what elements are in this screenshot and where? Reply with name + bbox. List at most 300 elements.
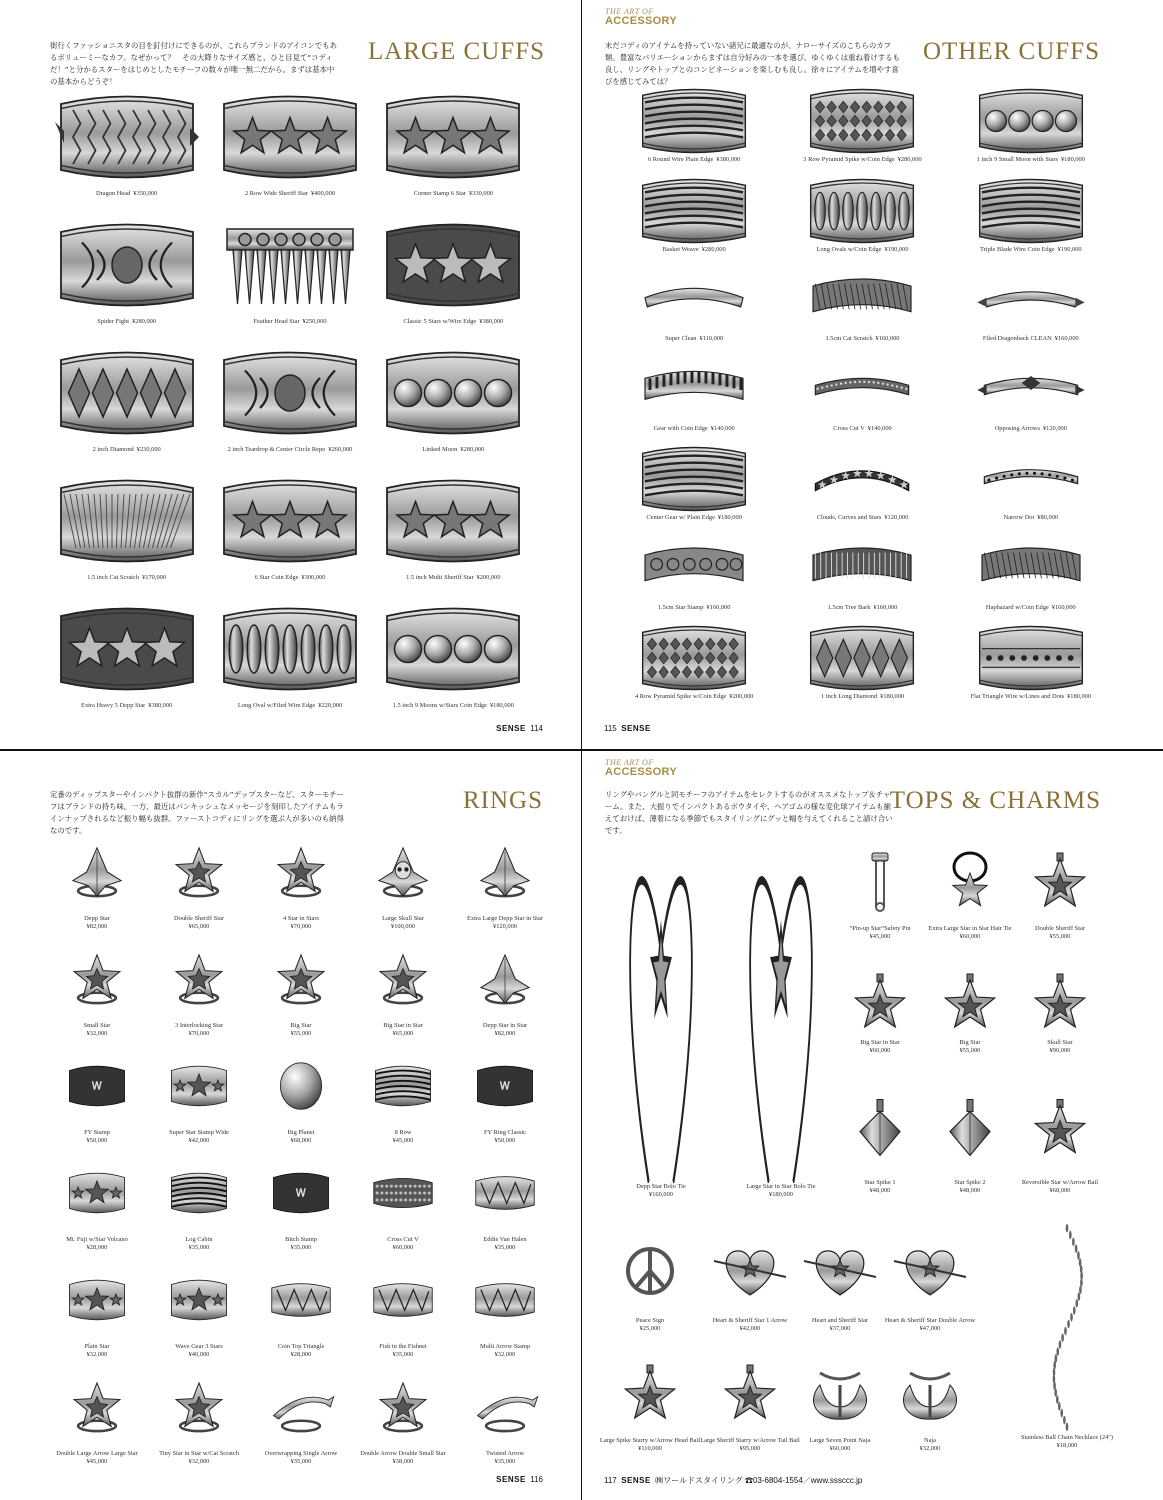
product-price: ¥160,000 [1054,335,1079,342]
product-name: Bitch Stamp [285,1236,317,1243]
hair-tie-star-icon [920,837,1020,925]
product-name: Eddie Van Halen [483,1236,527,1243]
product-item [148,829,250,936]
product-name: Super Clean [665,335,697,342]
footer-brand: SENSE [496,1475,526,1484]
product-name: 1.5 inch Cat Scratch [87,574,140,581]
product-caption [278,1343,325,1359]
product-item [610,176,778,266]
product-price: ¥280,000 [460,446,485,453]
product-caption [245,190,335,198]
product-name: 1 inch 9 Small Moon with Stars [976,156,1058,163]
bangle-scratch-icon [787,265,937,335]
product-item [947,444,1115,534]
product-item [250,1257,352,1364]
product-price: ¥37,000 [829,1325,851,1332]
cuff-star-dark-icon [378,212,528,318]
product-item [454,829,556,936]
safety-pin-icon [830,837,930,925]
product-caption [636,1317,664,1333]
section-title: OTHER CUFFS [922,38,1100,65]
product-caption [387,1236,419,1252]
product-price: ¥180,000 [1067,693,1092,700]
product-caption [920,1437,941,1453]
product-item [720,835,842,1199]
product-item [610,86,778,176]
product-item [947,86,1115,176]
product-caption [185,1236,212,1252]
product-price: ¥330,000 [469,190,493,197]
product-name: Center Gear w/ Plain Edge [646,514,715,521]
product-caption [169,1129,229,1145]
product-price: ¥180,000 [769,1191,793,1198]
product-price: ¥32,000 [86,1351,108,1358]
product-price: ¥60,000 [392,1244,414,1251]
cuff-feather-icon [215,212,365,318]
product-item [148,1364,250,1471]
product-name: Skull Star [1047,1039,1073,1046]
product-item [778,176,946,266]
intro-text: 未だコディのアイテムを持っていない諸兄に最適なのが、ナローサイズのこちらのカフ類。豊富なバリエーションからまずは自分好みの一本を選び、ゆくゆくは重ね着けするも良し、リングやトップとのコンビネーションを楽しむも良し。徐々にアイテムを増やす喜びを感じてみては？ [605,41,900,86]
product-name: Classic 5 Stars w/Wire Edge [403,318,477,325]
product-item [372,340,535,468]
product-caption [66,1236,128,1252]
ring-ribbed-icon [156,1150,242,1236]
product-caption [379,1343,426,1359]
naja-pendant-icon [790,1349,890,1437]
product-caption [803,156,921,164]
star-pendant-icon [600,1349,700,1437]
product-name: 4 Star in Stars [282,915,320,922]
product-price: ¥250,000 [302,318,327,325]
product-caption [228,446,353,454]
series-line-1: THE ART OF [605,7,654,16]
product-name: Tiny Star in Star w/Cat Scratch [159,1450,239,1457]
product-caption [928,925,1011,941]
product-item [920,1076,1020,1195]
product-name: Reversible Star w/Arrow Bail [1021,1179,1099,1186]
product-price: ¥32,000 [188,1458,210,1465]
product-name: 6 Star Coin Edge [254,574,299,581]
product-price: ¥230,000 [136,446,161,453]
ring-star-icon [258,936,344,1022]
cuff-zigzag-spike-icon [52,84,202,190]
product-price: ¥380,000 [148,702,173,709]
product-item [46,829,148,936]
product-caption [849,925,910,941]
product-item [880,1221,980,1333]
product-item [454,936,556,1043]
product-name: Flat Triangle Wire w/Lines and Dots [970,693,1065,700]
product-caption [383,1022,423,1038]
product-name: Naja [923,1437,937,1444]
product-caption [833,425,891,433]
product-caption [285,1236,317,1252]
product-name: Opposing Arrows [994,424,1040,432]
product-name: Plain Star [84,1343,110,1350]
product-item [778,265,946,355]
footer-contact: ㈱ワールドスタイリング ☎03-6804-1554／www.sssccc.jp [655,1476,863,1485]
product-name: Dragon Head [96,190,131,197]
product-price: ¥45,000 [86,1458,108,1465]
product-price: ¥55,000 [1049,933,1071,940]
product-caption [403,318,503,326]
product-item [600,1221,700,1333]
ball-chain-icon [1012,1221,1122,1434]
product-price: ¥160,000 [875,335,900,342]
product-price: ¥170,000 [142,574,167,581]
product-price: ¥40,000 [188,1351,210,1358]
product-item [920,965,1020,1055]
product-name: Filed Dragonback CLEAN [982,335,1052,342]
product-caption [658,604,731,612]
product-name: Depp Star [84,915,110,922]
heart-pendant-icon [880,1221,980,1317]
ring-knurl-icon [360,1150,446,1236]
ring-star-icon [156,829,242,915]
ring-star-icon [360,1364,446,1450]
ring-band-star-icon [156,1043,242,1129]
product-item [208,84,371,212]
product-price: ¥32,000 [919,1445,941,1452]
product-price: ¥35,000 [188,1244,210,1251]
product-name: 1.5 inch Multi Sheriff Star [406,574,474,581]
ring-star-icon [156,936,242,1022]
series-label [605,759,677,778]
product-name: FY Ring Classic [483,1129,527,1136]
product-price: ¥32,000 [86,1030,108,1037]
product-name: Big Star [959,1039,981,1046]
product-price: ¥50,000 [86,1137,108,1144]
product-item [208,596,371,724]
product-item [947,265,1115,355]
product-name: Extra Heavy 5 Depp Star [81,702,146,709]
product-price: ¥42,000 [188,1137,210,1144]
product-caption [174,915,224,931]
product-item [352,1150,454,1257]
product-caption [959,1039,980,1055]
product-caption [817,514,909,522]
product-caption [467,915,543,931]
product-caption [84,1022,111,1038]
ring-band-line-icon [258,1257,344,1343]
spike-pendant-icon [830,1076,930,1179]
heart-pendant-icon [790,1221,890,1317]
product-caption [480,1343,530,1359]
product-name: 3 Interlocking Star [175,1022,223,1029]
footer-brand: SENSE [496,724,526,733]
product-item [372,212,535,340]
product-caption [382,915,424,931]
bangle-star-icon [787,444,937,514]
product-price: ¥140,000 [710,424,735,432]
series-label [605,8,677,27]
product-price: ¥82,000 [494,1030,516,1037]
product-item [46,1150,148,1257]
product-caption [864,1179,895,1195]
heart-pendant-icon [700,1221,800,1317]
product-name: 1.5 inch 9 Moons w/Stars Coin Edge [392,702,487,709]
product-caption [422,446,484,454]
product-item [352,1257,454,1364]
product-item [778,444,946,534]
ring-band-line-icon [462,1150,548,1236]
ring-band-star-icon [54,1150,140,1236]
product-caption [816,246,908,254]
product-price: ¥180,000 [880,693,905,700]
product-name: 2 Row Wide Sheriff Star [244,190,309,197]
product-name: Big Planet [287,1129,315,1136]
product-caption [636,1183,686,1199]
ring-dome-icon [258,1043,344,1129]
product-name: Big Star [290,1022,312,1029]
product-item [372,468,535,596]
cuff-diamond-icon [52,340,202,446]
product-item [1010,1076,1110,1195]
cuff-star-icon [378,468,528,574]
product-item [947,176,1115,266]
product-caption [56,1450,137,1466]
product-caption [1047,1039,1072,1055]
ring-star-icon [54,1364,140,1450]
product-price: ¥180,000 [717,514,742,521]
bangle-gear-icon [619,355,769,425]
product-price: ¥28,000 [290,1351,312,1358]
product-caption [81,702,172,710]
product-grid [46,829,556,1471]
product-name: Double Sheriff Star [1035,925,1085,932]
product-price: ¥35,000 [392,1351,414,1358]
product-item [1012,1221,1122,1450]
product-name: Fish in the Fishnet [379,1343,427,1350]
product-caption [486,1450,524,1466]
product-item [1010,837,1110,941]
product-price: ¥220,000 [318,702,343,709]
product-item [880,1349,980,1453]
product-caption [860,1039,900,1055]
product-item [208,468,371,596]
page-large-cuffs [0,0,581,749]
page-footer [496,1475,543,1484]
cuff-star-icon [378,84,528,190]
product-price: ¥38,000 [392,1458,414,1465]
star-pendant-icon [1010,965,1110,1039]
product-item [778,355,946,445]
product-name: Cross Cut V [387,1236,419,1243]
product-caption [288,1129,315,1145]
product-name: Heart & Sheriff Star Double Arrow [884,1317,976,1324]
product-caption [663,246,726,254]
product-item [372,596,535,724]
product-name: Extra Large Depp Star in Star [466,915,543,922]
product-name: Triple Blade Wire Coin Edge [980,245,1055,253]
product-price: ¥68,000 [290,1137,312,1144]
product-item [778,86,946,176]
cuff-oval-icon [787,176,937,246]
spike-pendant-icon [920,1076,1020,1179]
product-price: ¥190,000 [884,245,909,253]
product-price: ¥200,000 [476,574,501,581]
product-name: 1 inch Long Diamond [820,693,878,700]
page-number: 117 [604,1476,617,1485]
section-title: RINGS [462,787,543,814]
product-item [610,623,778,713]
product-caption [646,514,741,522]
product-caption [825,335,899,343]
product-caption [995,425,1067,433]
page-rings [0,751,581,1500]
product-name: Stainless Ball Chain Necklace (24") [1020,1434,1114,1441]
product-name: 1.5cm Tree Bark [827,603,871,611]
product-item [250,1150,352,1257]
product-caption [885,1317,975,1333]
product-item [148,1043,250,1150]
series-line-1: THE ART OF [605,758,654,767]
product-caption [393,1129,414,1145]
product-item [600,1349,700,1453]
product-price: ¥45,000 [392,1137,414,1144]
cuff-stripe-icon [956,176,1106,246]
product-name: Extra Large Star in Star Hair Tie [928,925,1012,932]
page-other-cuffs [582,0,1163,749]
product-item [610,444,778,534]
cuff-dome-icon [378,340,528,446]
ring-skull-icon [360,829,446,915]
intro-text: 街行くファッショニスタの目を釘付けにできるのが、これらブランドのアイコンでもあるボリューミーなカフ。なぜかって？ その大降りなサイズ感と、ひと目見て“コディだ！”と分かるスターをはじめとしたモチーフの数々が唯一無二だから。まずは基本中の基本からどうぞ！ [50,41,337,86]
product-price: ¥160,000 [1051,603,1076,611]
ring-band-text-icon [462,1043,548,1129]
product-price: ¥45,000 [869,933,891,940]
product-price: ¥68,000 [1049,1187,1071,1194]
page-footer [604,724,651,733]
product-caption [414,190,493,198]
product-name: Large Skull Star [382,915,424,922]
product-caption [665,335,723,343]
ring-star-icon [360,936,446,1022]
product-price: ¥60,000 [959,933,981,940]
product-price: ¥28,000 [86,1244,108,1251]
page-number: 116 [530,1475,543,1484]
product-price: ¥180,000 [489,702,514,709]
product-price: ¥50,000 [494,1137,516,1144]
product-item [46,1043,148,1150]
product-caption [265,1450,338,1466]
product-item [46,1257,148,1364]
product-caption [290,1022,311,1038]
star-pendant-icon [830,965,930,1039]
product-caption [483,1022,527,1038]
cuff-stripe-icon [619,444,769,514]
product-name: Super Star Stamp Wide [169,1129,229,1136]
product-name: Overwrapping Single Arrow [264,1450,338,1457]
product-item [352,829,454,936]
ring-band-text-icon [54,1043,140,1129]
ring-band-star-icon [54,1257,140,1343]
ring-arrow-icon [462,1364,548,1450]
product-caption [483,1236,526,1252]
bangle-bark-icon [787,534,937,604]
product-grid [610,86,1115,713]
product-caption [747,1183,816,1199]
product-price: ¥82,000 [86,923,108,930]
star-pendant-icon [700,1349,800,1437]
product-price: ¥380,000 [479,318,504,325]
svg-text:Ꮃ: Ꮃ [296,1187,306,1200]
bolo-tie-icon [600,835,722,1183]
product-caption [954,1179,985,1195]
product-item [600,835,722,1199]
product-item [45,596,208,724]
product-item [352,936,454,1043]
product-price: ¥160,000 [706,603,731,611]
product-name: 1.5cm Cat Scratch [825,335,873,342]
product-caption [406,574,500,582]
product-caption [1004,514,1058,522]
product-price: ¥70,000 [188,1030,210,1037]
product-caption [484,1129,526,1145]
product-price: ¥380,000 [716,156,741,163]
product-name: Multi Arrow Stamp [479,1343,531,1350]
product-item [46,1364,148,1471]
product-name: Wave Gear 3 Stars [175,1343,223,1350]
product-price: ¥400,000 [311,190,335,197]
product-name: Log Cabin [185,1236,213,1243]
ring-band-text-icon [258,1150,344,1236]
product-caption [238,702,342,710]
product-name: 2 inch Diamond [92,446,134,453]
product-item [947,623,1115,713]
product-name: Coin Top Triangle [277,1343,325,1350]
product-price: ¥42,000 [739,1325,761,1332]
product-price: ¥300,000 [301,574,326,581]
product-caption [283,915,319,931]
bangle-dot-icon [956,444,1106,514]
product-item [790,1349,890,1453]
product-item [947,534,1115,624]
cuff-pyramid-icon [619,623,769,693]
product-name: Double Sheriff Star [174,915,224,922]
product-caption [986,604,1076,612]
product-caption [393,702,514,710]
product-caption [97,318,156,326]
product-price: ¥55,000 [959,1047,981,1054]
footer-brand: SENSE [621,724,651,733]
page-tops-charms [582,751,1163,1500]
product-name: 1.5cm Star Stamp [657,603,704,611]
product-name: Star Spike 1 [864,1179,896,1186]
product-caption [980,246,1082,254]
product-price: ¥32,000 [494,1351,516,1358]
product-caption [977,156,1085,164]
product-price: ¥48,000 [869,1187,891,1194]
product-item [148,1257,250,1364]
product-caption [812,1317,868,1333]
product-price: ¥65,000 [188,923,210,930]
series-line-2: ACCESSORY [605,15,677,27]
star-pendant-icon [1010,1076,1110,1179]
svg-text:Ꮃ: Ꮃ [500,1080,510,1093]
product-caption [175,1022,223,1038]
product-item [454,1043,556,1150]
product-item [610,355,778,445]
product-caption [96,190,157,198]
page-footer [496,724,543,733]
section-title: LARGE CUFFS [367,38,545,65]
intro-text: リングやバングルと同モチーフのアイテムをセレクトするのがオススメなトップ＆チャーム。また、大振りでインパクトあるボウタイや、ヘアゴムの様な変化球アイテムも揃えておけば、薄着になる季節でもスタイリングにグッと幅を与えてくれること請け合いです。 [605,790,893,835]
product-item [947,355,1115,445]
product-item [250,1364,352,1471]
product-name: Small Star [83,1022,111,1029]
